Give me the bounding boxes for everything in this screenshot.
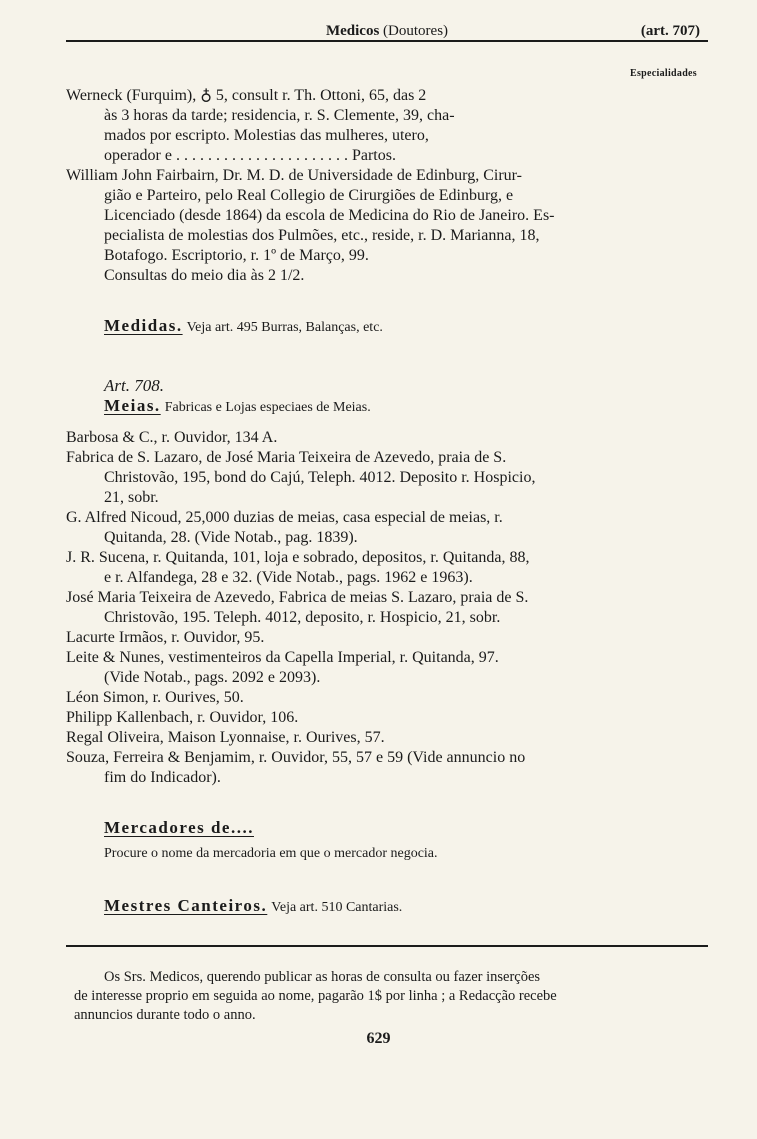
list-item [66,508,702,548]
entry-line: Philipp Kallenbach, r. Ouvidor, 106. [66,709,299,726]
header-title-sub: (Doutores) [383,23,449,39]
section-text-mercadores: Procure o nome da mercadoria em que o mercador negocia. [104,846,438,861]
entry-line: Barbosa & C., r. Ouvidor, 134 A. [66,429,278,446]
running-header [66,22,708,42]
section-subtitle-meias: Fabricas e Lojas especiaes de Meias. [164,400,371,415]
header-title-main: Medicos [325,23,380,39]
subheading-especialidades: Especialidades [630,68,697,79]
entry-line: mados por escripto. Molestias das mulheres, utero, [104,127,429,144]
section-text-medidas: Veja art. 495 Burras, Balanças, etc. [186,320,383,335]
article-label: Art. 708. [104,376,164,395]
section-title-meias: Meias. [104,396,161,415]
header-article-ref: (art. 707) [640,23,700,39]
entry-line: Botafogo. Escriptorio, r. 1º de Março, 99. [104,247,369,264]
entry-line: 21, sobr. [104,489,159,506]
entry-line: (Vide Notab., pags. 2092 e 2093). [104,669,321,686]
footer-line: annuncios durante todo o anno. [74,1007,256,1023]
entry-line: gião e Parteiro, pelo Real Collegio de Cirurgiões de Edinburg, e [104,187,514,204]
list-item [66,548,702,588]
section-text-mestres: Veja art. 510 Cantarias. [271,900,403,915]
section-title-mestres: Mestres Canteiros. [104,896,268,915]
entry-line: fim do Indicador). [104,769,221,786]
entry-line: Quitanda, 28. (Vide Notab., pag. 1839). [104,529,358,546]
entry-line: Léon Simon, r. Ourives, 50. [66,689,244,706]
entry-line: J. R. Sucena, r. Quitanda, 101, loja e sobrado, depositos, r. Quitanda, 88, [66,549,530,566]
entry-line: Souza, Ferreira & Benjamim, r. Ouvidor, 55, 57 e 59 (Vide annuncio no [66,749,526,766]
entry-line: William John Fairbairn, Dr. M. D. de Universidade de Edinburg, Cirur- [66,167,522,184]
list-item [66,588,702,628]
section-mercadores [104,818,704,864]
list-item [66,628,702,648]
entry-line: e r. Alfandega, 28 e 32. (Vide Notab., pags. 1962 e 1963). [104,569,473,586]
entry-line: Consultas do meio dia às 2 1/2. [104,267,305,284]
list-item [66,448,702,508]
list-item [66,428,702,448]
entry-line: Christovão, 195, bond do Cajú, Teleph. 4012. Deposito r. Hospicio, [104,469,536,486]
footer-note [74,968,706,1025]
entry-werneck [66,86,702,166]
entry-line: Leite & Nunes, vestimenteiros da Capella Imperial, r. Quitanda, 97. [66,649,499,666]
entry-line: G. Alfred Nicoud, 25,000 duzias de meias, casa especial de meias, r. [66,509,503,526]
entry-line: Werneck (Furquim), ♁ 5, consult r. Th. Ottoni, 65, das 2 [66,87,427,104]
section-title-mercadores: Mercadores de.... [104,818,254,837]
meias-list [66,428,702,788]
entry-line: Regal Oliveira, Maison Lyonnaise, r. Ourives, 57. [66,729,385,746]
entry-fairbairn [66,166,702,286]
entry-line: José Maria Teixeira de Azevedo, Fabrica de meias S. Lazaro, praia de S. [66,589,529,606]
article-708-header [104,376,704,418]
page-number: 629 [366,1030,391,1047]
entry-line: Christovão, 195. Teleph. 4012, deposito, r. Hospicio, 21, sobr. [104,609,501,626]
footer-line: Os Srs. Medicos, querendo publicar as horas de consulta ou fazer inserções [104,969,541,985]
footer-divider [66,945,708,947]
entry-line: operador e . . . . . . . . . . . . . . . . . . . . . . Partos. [104,147,396,164]
list-item [66,648,702,688]
list-item [66,728,702,748]
entry-line: Fabrica de S. Lazaro, de José Maria Teixeira de Azevedo, praia de S. [66,449,507,466]
list-item [66,688,702,708]
section-medidas [104,316,704,338]
list-item [66,748,702,788]
entry-line: pecialista de molestias dos Pulmões, etc., reside, r. D. Marianna, 18, [104,227,540,244]
entry-line: Lacurte Irmãos, r. Ouvidor, 95. [66,629,265,646]
entry-line: às 3 horas da tarde; residencia, r. S. Clemente, 39, cha- [104,107,455,124]
header-title [66,22,708,40]
list-item [66,708,702,728]
footer-line: de interesse proprio em seguida ao nome, pagarão 1$ por linha ; a Redacção recebe [74,988,557,1004]
entry-line: Licenciado (desde 1864) da escola de Medicina do Rio de Janeiro. Es- [104,207,555,224]
section-mestres-canteiros [104,896,704,918]
section-title-medidas: Medidas. [104,316,183,335]
